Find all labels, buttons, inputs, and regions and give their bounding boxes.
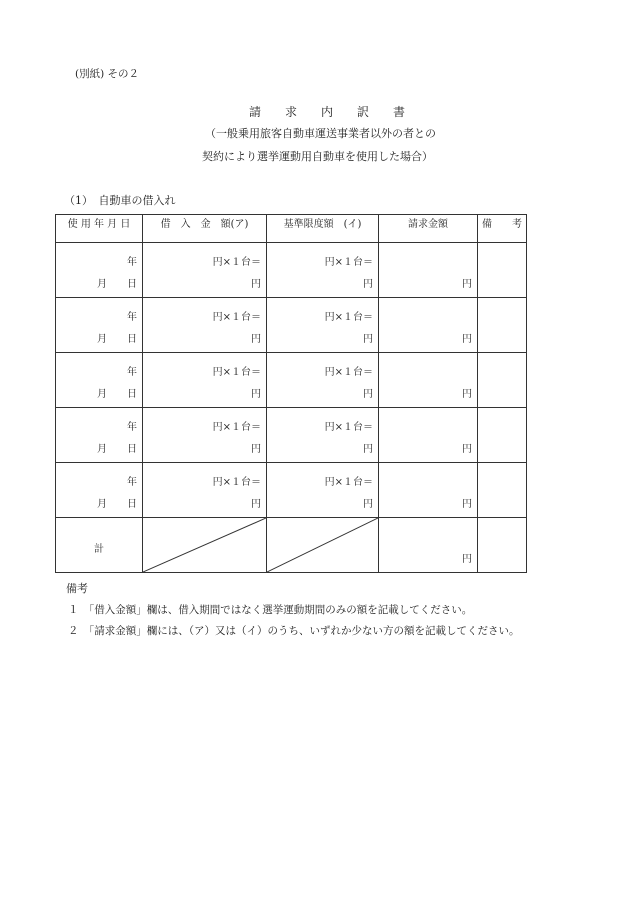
table-row (56, 298, 527, 353)
breakdown-table (55, 214, 527, 573)
claim-cell[interactable] (379, 298, 478, 353)
header-rental: 借 入 金 額(ア) (143, 215, 267, 243)
per-car-label: 円×１台＝ (324, 312, 373, 323)
yen-label: 円 (462, 389, 472, 400)
title-char: 内 (320, 105, 333, 119)
date-cell[interactable] (56, 298, 143, 353)
diagonal-strike (143, 518, 266, 572)
date-cell[interactable] (56, 243, 143, 298)
yen-label: 円 (462, 499, 472, 510)
month-day-label: 月 日 (97, 389, 137, 400)
per-car-label: 円×１台＝ (212, 422, 261, 433)
year-label: 年 (127, 367, 137, 378)
title-char: 書 (392, 105, 405, 119)
remarks-cell[interactable] (478, 408, 527, 463)
total-row (56, 518, 527, 573)
title-char: 請 (248, 105, 261, 119)
yen-label: 円 (251, 444, 261, 455)
section-heading: （1） 自動車の借入れ (64, 194, 176, 207)
table-row (56, 408, 527, 463)
per-car-label: 円×１台＝ (324, 477, 373, 488)
header-date: 使 用 年 月 日 (56, 215, 143, 243)
year-label: 年 (127, 477, 137, 488)
rental-cell[interactable] (143, 463, 267, 518)
date-cell[interactable] (56, 463, 143, 518)
yen-label: 円 (462, 334, 472, 345)
limit-total-cell (267, 518, 379, 573)
limit-cell[interactable] (267, 463, 379, 518)
attachment-label: (別紙) その２ (75, 68, 140, 80)
per-car-label: 円×１台＝ (212, 257, 261, 268)
limit-cell[interactable] (267, 353, 379, 408)
total-label-cell (56, 518, 143, 573)
claim-cell[interactable] (379, 353, 478, 408)
yen-label: 円 (363, 499, 373, 510)
yen-label: 円 (363, 389, 373, 400)
per-car-label: 円×１台＝ (324, 422, 373, 433)
note-item: １ 「借入金額」欄は、借入期間ではなく選挙運動期間のみの額を記載してください。 (68, 604, 473, 616)
month-day-label: 月 日 (97, 444, 137, 455)
month-day-label: 月 日 (97, 279, 137, 290)
yen-label: 円 (462, 444, 472, 455)
table-header-row (56, 215, 527, 243)
remarks-cell[interactable] (478, 243, 527, 298)
document-title (237, 103, 417, 120)
month-day-label: 月 日 (97, 334, 137, 345)
per-car-label: 円×１台＝ (212, 367, 261, 378)
per-car-label: 円×１台＝ (212, 477, 261, 488)
yen-label: 円 (363, 334, 373, 345)
yen-label: 円 (251, 334, 261, 345)
yen-label: 円 (462, 554, 472, 565)
claim-cell[interactable] (379, 463, 478, 518)
remarks-total-cell[interactable] (478, 518, 527, 573)
title-char: 訳 (356, 105, 369, 119)
rental-cell[interactable] (143, 408, 267, 463)
per-car-label: 円×１台＝ (324, 367, 373, 378)
diagonal-strike (267, 518, 378, 572)
claim-total-cell[interactable] (379, 518, 478, 573)
year-label: 年 (127, 257, 137, 268)
header-claim: 請求金額 (379, 215, 478, 243)
yen-label: 円 (462, 279, 472, 290)
subtitle-line-1: （一般乗用旅客自動車運送事業者以外の者との (205, 127, 436, 140)
title-char: 求 (284, 105, 297, 119)
table-row (56, 243, 527, 298)
notes-title: 備考 (66, 582, 88, 595)
rental-cell[interactable] (143, 243, 267, 298)
header-remarks: 備 考 (478, 215, 527, 243)
per-car-label: 円×１台＝ (212, 312, 261, 323)
date-cell[interactable] (56, 353, 143, 408)
total-label: 計 (94, 544, 104, 555)
remarks-cell[interactable] (478, 463, 527, 518)
limit-cell[interactable] (267, 298, 379, 353)
yen-label: 円 (251, 499, 261, 510)
rental-total-cell (143, 518, 267, 573)
claim-cell[interactable] (379, 408, 478, 463)
year-label: 年 (127, 312, 137, 323)
header-limit: 基準限度額 (イ) (267, 215, 379, 243)
rental-cell[interactable] (143, 353, 267, 408)
per-car-label: 円×１台＝ (324, 257, 373, 268)
table-row (56, 463, 527, 518)
rental-cell[interactable] (143, 298, 267, 353)
subtitle-line-2: 契約により選挙運動用自動車を使用した場合） (202, 150, 433, 163)
remarks-cell[interactable] (478, 353, 527, 408)
limit-cell[interactable] (267, 408, 379, 463)
month-day-label: 月 日 (97, 499, 137, 510)
remarks-cell[interactable] (478, 298, 527, 353)
table-row (56, 353, 527, 408)
limit-cell[interactable] (267, 243, 379, 298)
year-label: 年 (127, 422, 137, 433)
yen-label: 円 (363, 444, 373, 455)
claim-cell[interactable] (379, 243, 478, 298)
note-item: ２ 「請求金額」欄には、（ア）又は（イ）のうち、いずれか少ない方の額を記載してください。 (68, 625, 520, 637)
yen-label: 円 (251, 389, 261, 400)
yen-label: 円 (251, 279, 261, 290)
date-cell[interactable] (56, 408, 143, 463)
yen-label: 円 (363, 279, 373, 290)
